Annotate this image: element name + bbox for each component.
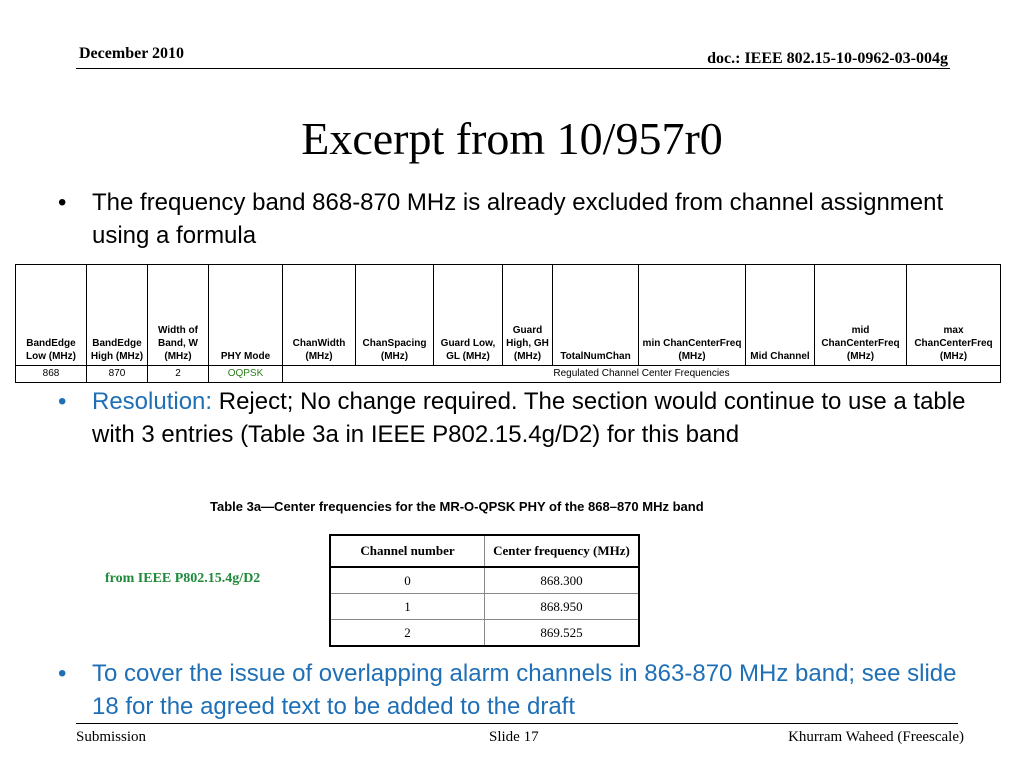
header-doc-id: doc.: IEEE 802.15-10-0962-03-004g [707,50,948,67]
bullet-dot: • [58,189,67,216]
cell-band-width: 2 [148,365,209,382]
parameter-table-header-row [16,265,1001,366]
header-date: December 2010 [79,45,184,62]
column-header: Mid Channel [746,265,815,366]
column-header-channel-number: Channel number [330,535,485,567]
bullet-1 [58,186,988,252]
table-row [330,594,639,620]
column-header: BandEdge Low (MHz) [16,265,87,366]
column-header: TotalNumChan [553,265,639,366]
column-header: mid ChanCenterFreq (MHz) [815,265,907,366]
footer-divider [76,723,958,724]
table-row [16,365,1001,382]
table-row [330,567,639,594]
table-3a [329,534,640,647]
column-header: max ChanCenterFreq (MHz) [907,265,1001,366]
column-header: Guard High, GH (MHz) [503,265,553,366]
cell-phy-mode: OQPSK [209,365,283,382]
footer-submission: Submission [76,729,147,745]
table-3a-caption: Table 3a—Center frequencies for the MR-O-QPSK PHY of the 868–870 MHz band [210,499,704,514]
bullet-1-text: The frequency band 868-870 MHz is already excluded from channel assignment using a formula [92,189,944,249]
cell-channel: 1 [330,594,485,620]
table-row [330,620,639,647]
bullet-3 [58,657,988,723]
slide-title: Excerpt from 10/957r0 [301,113,723,164]
cell-frequency: 868.950 [485,594,640,620]
cell-frequency: 868.300 [485,567,640,594]
bullet-3-text: To cover the issue of overlapping alarm channels in 863-870 MHz band; see slide 18 for the agreed text to be added to the draft [92,660,957,720]
cell-channel: 2 [330,620,485,647]
parameter-table [15,264,1001,383]
column-header: BandEdge High (MHz) [87,265,148,366]
header-divider [76,68,950,69]
footer-slide-number: Slide 17 [489,729,539,745]
column-header: ChanWidth (MHz) [283,265,356,366]
footer-author: Khurram Waheed (Freescale) [788,729,964,745]
table-3a-header-row [330,535,639,567]
cell-regulated-frequencies: Regulated Channel Center Frequencies [283,365,1001,382]
column-header-center-frequency: Center frequency (MHz) [485,535,640,567]
bullet-2-text [92,385,988,451]
table-source-note: from IEEE P802.15.4g/D2 [105,571,261,586]
bullet-dot: • [58,660,67,687]
cell-band-low: 868 [16,365,87,382]
cell-frequency: 869.525 [485,620,640,647]
cell-channel: 0 [330,567,485,594]
column-header: PHY Mode [209,265,283,366]
column-header: Guard Low, GL (MHz) [434,265,503,366]
column-header: min ChanCenterFreq (MHz) [639,265,746,366]
column-header: Width of Band, W (MHz) [148,265,209,366]
bullet-dot: • [58,388,67,415]
resolution-text: Reject; No change required. The section would continue to use a table with 3 entries (Table 3a in IEEE P802.15.4g/D2) for this band [92,388,966,448]
resolution-label: Resolution: [92,388,213,415]
cell-band-high: 870 [87,365,148,382]
column-header: ChanSpacing (MHz) [356,265,434,366]
bullet-2 [58,385,988,451]
